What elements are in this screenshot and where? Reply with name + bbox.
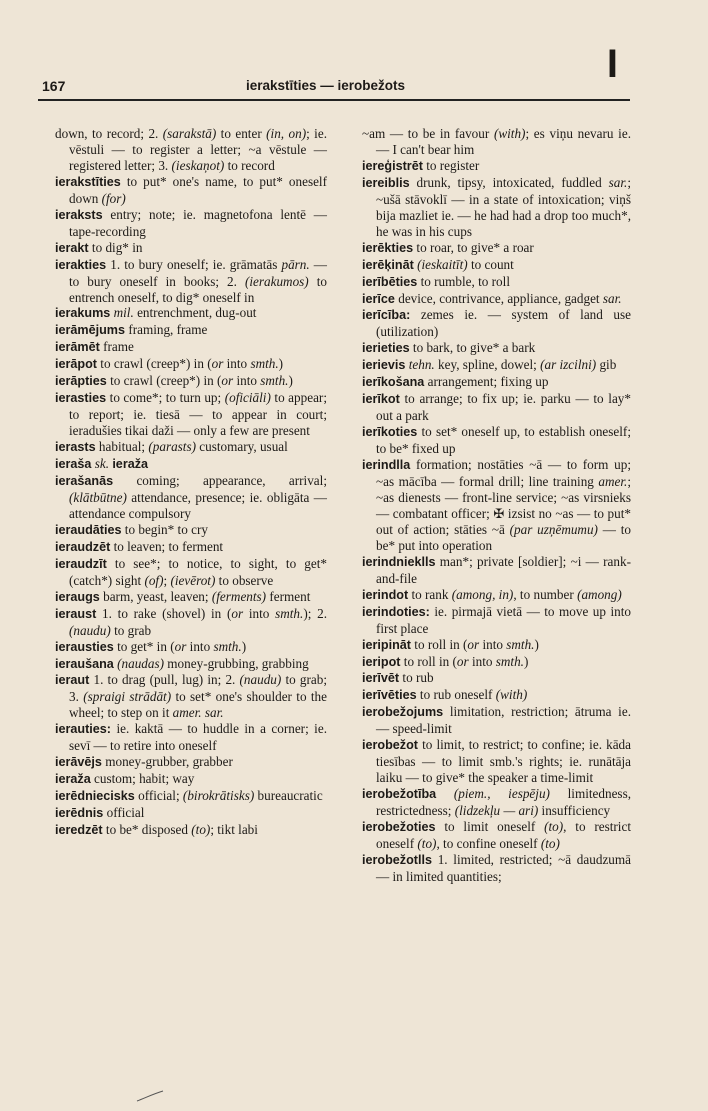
headword: ieraust [55,606,97,621]
entry-text: to set* oneself up, to establish oneself; to be* fixed up [376,424,631,457]
italic-label: (among) [577,586,622,602]
headword: ierindoties: [362,604,430,619]
page-number: 167 [42,78,66,94]
dictionary-entry [55,240,327,257]
entry-text: , to confine oneself [436,835,541,851]
dictionary-entry [55,771,327,788]
dictionary-entry [362,357,631,374]
italic-label: (birokrātisks) [182,788,255,804]
entry-text: limitation, restriction; ātruma ie. — speed-limit [376,704,631,737]
entry-text: ; tikt labi [210,822,258,838]
entry-text: money-grubbing, grabbing [164,655,309,671]
entry-text: to leaven; to ferment [110,538,224,554]
dictionary-entry [362,257,631,274]
entry-text: to get* in ( [113,638,175,654]
headword: ierauties: [55,722,111,737]
entry-text: limitedness, restrictedness; [376,786,631,819]
entry-text: ) [288,373,293,389]
italic-label: or [456,653,469,669]
italic-label: (lidzekļu — ari) [454,803,539,819]
entry-text: to roar, to give* a roar [413,239,534,255]
headword: ieraša [55,457,92,472]
entry-text: into [243,605,276,621]
dictionary-entry [55,390,327,439]
dictionary-entry [362,340,631,357]
entry-text: 1. limited, restricted; ~ā daudzumā — in limited quantities; [376,851,631,884]
entry-text: to grab [110,622,152,638]
italic-label: (ar izcilni) [540,357,597,373]
left-column [55,126,327,839]
entry-text: entry; note; ie. magnetofona lentē — tape-recording [69,206,327,239]
entry-text: into [468,653,496,669]
entry-text: into [479,636,507,652]
dictionary-entry [55,439,327,456]
entry-text: into [223,356,251,372]
italic-label: smth. [506,636,535,652]
entry-text: ferment [266,588,311,604]
entry-text: to rank [408,586,452,602]
italic-label: (to) [544,819,564,835]
dictionary-entry [362,819,631,852]
dictionary-entry [362,554,631,587]
entry-text: to bark, to give* a bark [409,340,536,356]
entry-text: , to number [513,586,578,602]
entry-text: ; es viņu nevaru ie. — I can't bear him [376,126,631,157]
headword: ierīkošana [362,375,425,390]
entry-text: coming; appearance, arrival; [113,473,327,489]
dictionary-entry [362,852,631,885]
dictionary-entry [362,374,631,391]
headword: ierībēties [362,274,418,289]
italic-label: (for) [101,190,126,206]
dictionary-entry [55,788,327,805]
entry-text: to begin* to cry [121,521,208,537]
entry-text: arrangement; fixing up [424,374,549,390]
italic-label: sar. [602,290,622,306]
entry-text: 1. to rake (shovel) in ( [96,605,232,621]
entry-text: ; ie. vēstuli — to register a letter; ~a vēstule — registered letter; 3. [69,126,327,173]
entry-text: ) [523,653,529,669]
entry-text: ) [241,638,247,654]
section-letter: I [606,42,618,86]
headword: ierindot [362,587,409,602]
headword: ierakt [55,240,89,255]
italic-label: (naudu) [69,622,111,638]
headword: ierašanās [55,474,114,489]
entry-text: down, to record; 2. [55,126,163,141]
running-head: ierakstīties — ierobežots [246,78,406,93]
entry-text: to see*; to notice, to sight, to get* (catch*) sight [69,555,327,588]
italic-label: pārn. [281,256,310,272]
entry-text: formation; nostāties ~ā — to form up; ~as mācība — formal drill; line training [376,457,631,490]
italic-label: or [211,356,224,372]
entry-text: key, spline, dowel; [434,357,541,373]
headword: ierakstīties [55,174,121,189]
dictionary-entry [55,639,327,656]
headword: ierobežotība [362,787,437,802]
entry-text: ; [163,572,171,588]
headword: ierasties [55,391,107,406]
headword: ierāpot [55,357,97,372]
entry-text: ie. kaktā — to huddle in a corner; ie. sevī — to retire into oneself [69,721,327,754]
entry-text: 1. to bury oneself; ie. grāmatās [106,256,282,272]
italic-label: sar. [608,174,628,190]
dictionary-entry [55,126,327,174]
italic-label: smth. [495,653,524,669]
headword: ierakties [55,257,107,272]
entry-text: custom; habit; way [90,771,195,787]
entry-text: to crawl (creep*) in ( [97,356,212,372]
dictionary-entry [55,174,327,207]
entry-text: ) [534,636,539,652]
right-column [362,126,631,885]
headword: ierīvēties [362,688,417,703]
dictionary-entry [362,424,631,457]
headword: ierīvēt [362,671,400,686]
entry-text: to register [422,157,480,173]
italic-label: (with) [495,687,528,703]
entry-text: to come*; to turn up; [106,390,225,406]
entry-text: 1. to drag (pull, lug) in; 2. [89,672,240,688]
italic-label: (ieskaitīt) [417,256,468,272]
headword: ierēdnis [55,806,104,821]
headword: ierindlla [362,458,411,473]
header-rule [38,99,630,101]
entry-text: entrenchment, dug-out [133,305,257,321]
headword: ierēkties [362,240,414,255]
entry-text: to set* one's shoulder to the wheel; to step on it [69,689,327,721]
dictionary-entry [362,175,631,240]
entry-text: to observe [215,572,274,588]
italic-label: mil. [113,305,134,321]
headword: ierīkot [362,392,400,407]
dictionary-entry [55,606,327,639]
headword: ierīce [362,291,395,306]
headword: iereģistrēt [362,158,423,173]
entry-text: to roll in ( [400,653,457,669]
entry-text: ) [278,356,284,372]
entry-text: to rub oneself [416,687,496,703]
dictionary-entry [55,522,327,539]
headword: ierobežotlls [362,852,432,867]
entry-text: bureaucratic [254,788,323,804]
entry-text: ; ~as dienests — front-line service; ~as virsnieks — combatant officer; ✠ izsist no ~as — to put* out of action; stāties ~ā [376,474,631,537]
headword: ieraudzēt [55,539,111,554]
entry-text: ); 2. [303,605,328,621]
headword: ieraudāties [55,522,122,537]
headword: ierobežojums [362,705,444,720]
dictionary-entry [362,670,631,687]
pencil-mark [135,1090,165,1102]
dictionary-entry [362,786,631,819]
italic-label: (naudas) [117,655,164,671]
italic-label: (parasts) [148,439,196,455]
entry-text: to dig* in [88,239,143,255]
italic-label: (to) [417,835,437,851]
italic-label: (ievērot) [170,572,216,588]
dictionary-entry [362,391,631,424]
italic-label: or [221,373,234,389]
entry-text: into [233,373,261,389]
entry-text: to limit oneself [435,819,545,835]
dictionary-entry [362,274,631,291]
entry-text: to roll in ( [411,636,468,652]
dictionary-entry [362,587,631,604]
italic-label: or [174,638,187,654]
italic-label: (to) [191,822,211,838]
dictionary-entry [55,656,327,673]
headword: ierēķināt [362,257,414,272]
italic-label: (oficiāli) [224,390,271,406]
entry-text: ie. pirmajā vietā — to move up into first place [376,603,631,636]
headword: ieraugs [55,589,100,604]
entry-text: — to be* put into operation [376,521,631,553]
dictionary-entry [55,754,327,771]
dictionary-entry [55,207,327,240]
dictionary-entry [55,805,327,822]
italic-label: or [467,636,480,652]
headword: ierāmēt [55,340,100,355]
headword: ierausties [55,639,114,654]
dictionary-entry [362,307,631,340]
dictionary-entry [55,257,327,306]
entry-text [436,786,454,801]
entry-text: customary, usual [196,439,288,455]
italic-label: (with) [493,126,526,141]
headword: ieraut [55,673,90,688]
italic-label: smth. [250,356,279,372]
headword: ierieties [362,341,410,356]
entry-text: to record [224,157,275,173]
entry-text: frame [99,339,134,355]
dictionary-entry [55,322,327,339]
headword: ierāvējs [55,755,102,770]
headword: ierindnieklls [362,554,436,569]
italic-label: (klātbūtne) [69,489,127,505]
entry-text: man*; private [soldier]; ~i — rank-and-file [376,553,631,586]
entry-text: to rub [399,670,434,686]
dictionary-entry [362,687,631,704]
dictionary-entry [362,604,631,637]
entry-text: official [103,805,145,821]
entry-text: , to restrict oneself [376,819,631,851]
entry-text: official; [134,788,183,804]
entry-text: to entrench oneself, to dig* oneself in [69,273,327,305]
entry-text: to rumble, to roll [417,273,510,289]
italic-label: (ierakumos) [244,273,309,289]
dictionary-entry [55,456,327,473]
headword: ieraudzīt [55,556,107,571]
italic-label: (naudu) [239,672,282,688]
headword: ieredzēt [55,823,103,838]
dictionary-entry [362,737,631,786]
dictionary-entry [55,473,327,522]
headword: ieraža [55,772,91,787]
italic-label: smth. [260,373,289,389]
dictionary-entry [55,305,327,322]
dictionary-entry [362,126,631,158]
headword: ieraušana [55,656,114,671]
entry-text: to crawl (creep*) in ( [106,373,222,389]
dictionary-entry [55,589,327,606]
entry-text: ~am — to be in favour [362,126,494,141]
italic-label: smth. [213,638,242,654]
headword: ieripot [362,654,401,669]
entry-text: to count [467,256,514,272]
headword: ierobežot [362,738,418,753]
dictionary-entry [362,240,631,257]
entry-text: attendance, presence; ie. obligāta — attendance compulsory [69,489,327,521]
headword: ierievis [362,358,406,373]
italic-label: (par uzņēmumu) [509,521,598,537]
entry-text: to limit, to restrict; to confine; ie. kāda tiesības — to limit smb.'s rights; ie. runātāja laiku — to give* the speaker a time-limit [376,737,631,786]
entry-text: gib [596,357,617,373]
entry-text: to arrange; to fix up; ie. parku — to lay* out a park [376,391,631,424]
entry-text: framing, frame [125,322,208,338]
italic-label: (to) [540,835,560,851]
entry-text: to grab; 3. [69,672,327,705]
headword: ierasts [55,440,96,455]
italic-label: (spraigi strādāt) [83,689,172,705]
entry-text: ; ~ušā stāvoklī — in a state of intoxication; viņš bija mazliet ie. — he had had a drop too much*, he was in his cups [376,174,631,239]
entry-text: ieraža [112,457,149,472]
italic-label: (piem., iespēju) [453,786,550,802]
dictionary-entry [55,721,327,754]
headword: ierēdniecisks [55,789,135,804]
headword: ieraksts [55,207,103,222]
italic-label: sk. [94,456,110,472]
entry-text: money-grubber, grabber [101,754,233,770]
italic-label: (among, in) [451,586,514,602]
italic-label: amer. sar. [172,705,224,721]
headword: ierīkoties [362,425,418,440]
headword: ierīcība: [362,308,411,323]
dictionary-entry [55,373,327,390]
entry-text: to put* one's name, to put* oneself down [69,173,327,206]
entry-text: to be* disposed [102,822,192,838]
entry-text: barm, yeast, leaven; [99,588,212,604]
entry-text: zemes ie. — system of land use (utilization) [376,307,631,340]
entry-text: insufficiency [538,803,611,819]
page-header [38,42,630,98]
entry-text: into [186,638,214,654]
dictionary-entry [55,672,327,721]
dictionary-entry [55,822,327,839]
headword: ierobežoties [362,820,436,835]
headword: ieripināt [362,637,411,652]
italic-label: or [231,605,244,621]
italic-label: (ferments) [211,588,267,604]
entry-text: to appear; to report; ie. tiesā — to appear in court; ieradušies tikai daži — only a few are present [69,390,327,439]
dictionary-entry [55,339,327,356]
headword: ierakums [55,306,111,321]
dictionary-entry [362,457,631,554]
italic-label: amer. [598,474,628,490]
dictionary-entry [362,654,631,671]
dictionary-entry [55,539,327,556]
italic-label: (of) [144,572,164,588]
italic-label: (in, on) [266,126,307,141]
entry-text: drunk, tipsy, intoxicated, fuddled [409,174,609,190]
entry-text: to enter [216,126,267,141]
italic-label: (ieskaņot) [171,157,225,173]
italic-label: smth. [275,605,304,621]
italic-label: tehn. [408,357,435,373]
dictionary-entry [55,356,327,373]
dictionary-entry [55,556,327,589]
dictionary-entry [362,291,631,308]
entry-text: device, contrivance, appliance, gadget [394,290,603,306]
entry-text: — to bury oneself in books; 2. [69,256,327,289]
dictionary-entry [362,637,631,654]
dictionary-entry [362,704,631,737]
headword: iereiblis [362,175,410,190]
entry-text: habitual; [95,439,149,455]
headword: ierāmējums [55,323,126,338]
italic-label: (sarakstā) [162,126,217,141]
dictionary-entry [362,158,631,175]
headword: ierāpties [55,374,107,389]
